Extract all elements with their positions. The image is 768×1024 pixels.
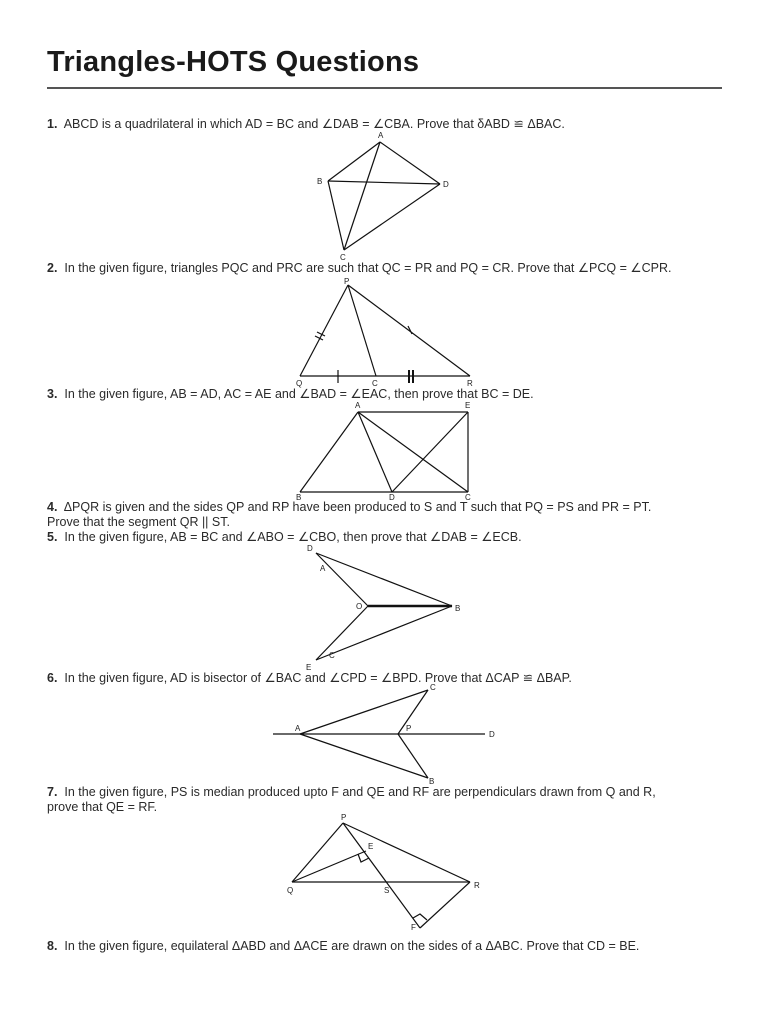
label-r: R bbox=[467, 379, 473, 388]
figure-5-arrowhead bbox=[306, 544, 460, 672]
label-e: E bbox=[465, 401, 471, 410]
label-q: Q bbox=[296, 379, 303, 388]
label-b: B bbox=[429, 777, 435, 786]
label-c: C bbox=[340, 253, 346, 262]
label-e: E bbox=[368, 842, 374, 851]
label-d: D bbox=[489, 730, 495, 739]
label-c: C bbox=[430, 683, 436, 692]
figure-2-triangle bbox=[296, 277, 473, 388]
question-number: 5. bbox=[47, 530, 58, 544]
label-c: C bbox=[329, 651, 335, 660]
question-text: In the given figure, AD is bisector of ∠BAC and ∠CPD = ∠BPD. Prove that ΔCAP ≌ ΔBAP. bbox=[64, 671, 572, 685]
label-d: D bbox=[307, 544, 313, 553]
label-a: A bbox=[320, 564, 326, 573]
label-b: B bbox=[296, 493, 302, 502]
label-p: P bbox=[406, 724, 412, 733]
question-number: 4. bbox=[47, 500, 58, 514]
label-c: C bbox=[372, 379, 378, 388]
label-p: P bbox=[344, 277, 350, 286]
question-text: In the given figure, triangles PQC and PRC are such that QC = PR and PQ = CR. Prove that ∠PCQ = ∠CPR. bbox=[64, 261, 672, 275]
figure-6-bisector bbox=[273, 683, 495, 786]
label-c: C bbox=[465, 493, 471, 502]
figure-7-median bbox=[287, 813, 480, 932]
label-b: B bbox=[317, 177, 323, 186]
label-a: A bbox=[295, 724, 301, 733]
label-b: B bbox=[455, 604, 461, 613]
label-f: F bbox=[411, 923, 416, 932]
question-number: 6. bbox=[47, 671, 58, 685]
question-text-continued: Prove that the segment QR || ST. bbox=[47, 515, 230, 529]
label-d: D bbox=[389, 493, 395, 502]
label-a: A bbox=[355, 401, 361, 410]
question-number: 7. bbox=[47, 785, 58, 799]
label-q: Q bbox=[287, 886, 294, 895]
label-r: R bbox=[474, 881, 480, 890]
question-number: 1. bbox=[47, 117, 58, 131]
figure-1-quadrilateral bbox=[317, 131, 449, 262]
label-s: S bbox=[384, 886, 390, 895]
question-number: 3. bbox=[47, 387, 58, 401]
figure-3-triangles bbox=[296, 401, 471, 502]
label-d: D bbox=[443, 180, 449, 189]
question-text: ABCD is a quadrilateral in which AD = BC and ∠DAB = ∠CBA. Prove that δABD ≌ ΔBAC. bbox=[63, 117, 565, 131]
label-o: O bbox=[356, 602, 363, 611]
question-number: 2. bbox=[47, 261, 58, 275]
question-text: In the given figure, PS is median produced upto F and QE and RF are perpendiculars drawn from Q and R, bbox=[64, 785, 656, 799]
question-text: ΔPQR is given and the sides QP and RP have been produced to S and T such that PQ = PS and PR = PT. bbox=[63, 500, 652, 514]
page-title: Triangles-HOTS Questions bbox=[47, 46, 420, 78]
label-e: E bbox=[306, 663, 312, 672]
question-text-continued: prove that QE = RF. bbox=[47, 800, 158, 814]
label-a: A bbox=[378, 131, 384, 140]
label-p: P bbox=[341, 813, 347, 822]
question-text: In the given figure, AB = AD, AC = AE and ∠BAD = ∠EAC, then prove that BC = DE. bbox=[64, 387, 534, 401]
question-number: 8. bbox=[47, 939, 58, 953]
question-text: In the given figure, equilateral ΔABD and ΔACE are drawn on the sides of a ΔABC. Prove that CD = BE. bbox=[64, 939, 640, 953]
question-text: In the given figure, AB = BC and ∠ABO = ∠CBO, then prove that ∠DAB = ∠ECB. bbox=[64, 530, 522, 544]
